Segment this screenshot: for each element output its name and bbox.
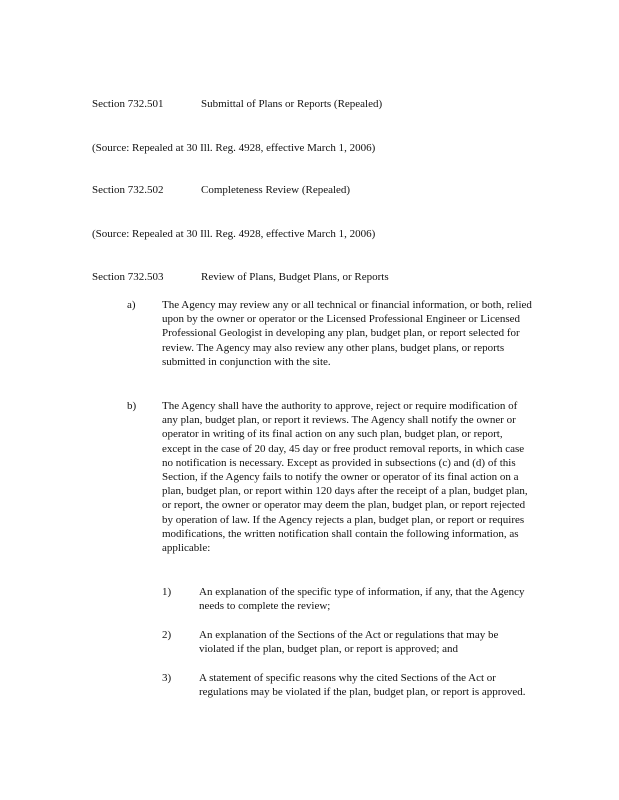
section-number: Section 732.501 xyxy=(92,98,164,110)
item-text: An explanation of the Sections of the Act or regulations that may be violated if the plan, budget plan, or report is approved; and xyxy=(199,629,499,656)
subsection-text: The Agency may review any or all technical or financial information, or both, relied upon by the owner or operator or the Licensed Professional Engineer or Licensed Professional Geologist in developing any plan, budget plan, or report selected for review. The Agency may also review any other plans, budget plans, or reports submitted in conjunction with the site. xyxy=(162,299,532,368)
section-number: Section 732.502 xyxy=(92,184,164,196)
item-label: 3) xyxy=(162,672,172,684)
item-label: 2) xyxy=(162,629,172,641)
item-label: 1) xyxy=(162,586,172,598)
item-text: A statement of specific reasons why the cited Sections of the Act or regulations may be violated if the plan, budget plan, or report is approved. xyxy=(199,672,526,699)
source-note: (Source: Repealed at 30 Ill. Reg. 4928, effective March 1, 2006) xyxy=(92,228,376,240)
subsection-label: b) xyxy=(127,400,137,412)
subsection-text: The Agency shall have the authority to approve, reject or require modification of any plan, budget plan, or report it reviews. The Agency shall notify the owner or operator in writing of its final action on any such plan, budget plan, or report, except in the case of 20 day, 45 day or free product removal reports, in which case no notification is necessary. Except as provided in subsections (c) and (d) of this Section, if the Agency fails to notify the owner or operator of its final action on a plan, budget plan, or report within 120 days after the receipt of a plan, budget plan, or report, the owner or operator may deem the plan, budget plan, or report rejected by operation of law. If the Agency rejects a plan, budget plan, or report or requires modifications, the written notification shall contain the following information, as applicable: xyxy=(162,400,528,555)
source-note: (Source: Repealed at 30 Ill. Reg. 4928, effective March 1, 2006) xyxy=(92,142,376,154)
section-title: Completeness Review (Repealed) xyxy=(201,184,351,196)
subsection-label: a) xyxy=(127,299,136,311)
section-number: Section 732.503 xyxy=(92,271,164,283)
section-title: Submittal of Plans or Reports (Repealed) xyxy=(201,98,383,110)
section-title: Review of Plans, Budget Plans, or Reports xyxy=(201,271,389,283)
item-text: An explanation of the specific type of information, if any, that the Agency needs to complete the review; xyxy=(199,586,525,613)
